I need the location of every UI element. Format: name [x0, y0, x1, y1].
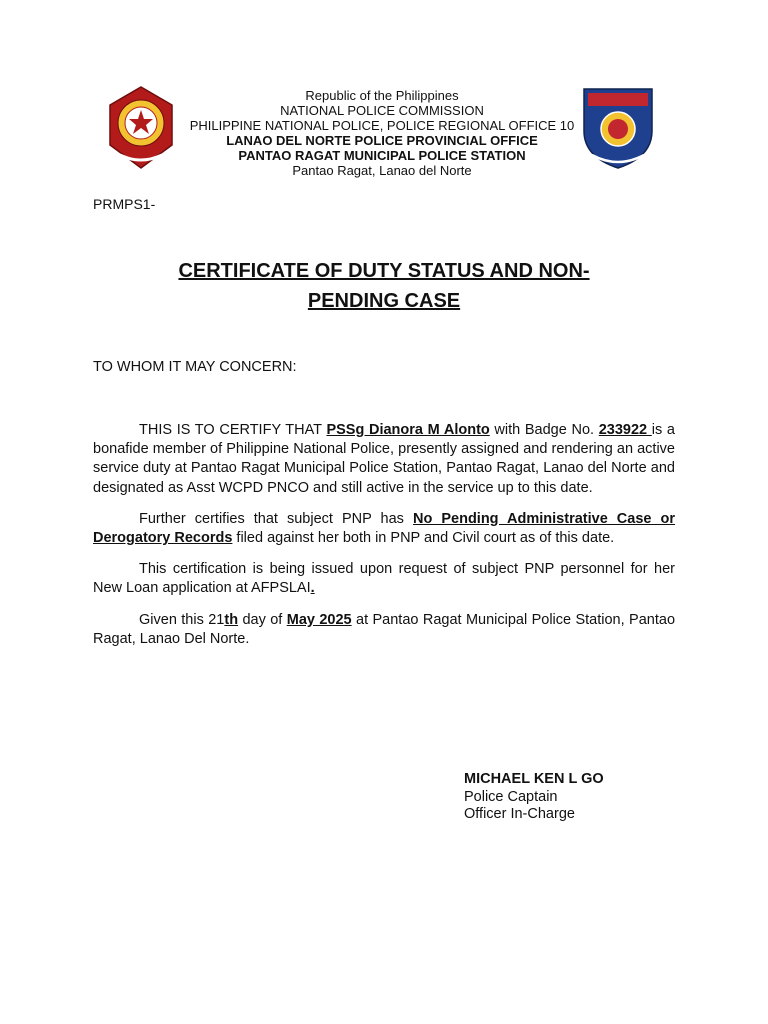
p1-mid: with Badge No. [489, 422, 599, 438]
salutation: TO WHOM IT MAY CONCERN: [93, 359, 297, 375]
header-napolcom: NATIONAL POLICE COMMISSION [280, 103, 484, 118]
paragraph-certification [93, 421, 675, 498]
reference-number: PRMPS1- [93, 196, 156, 212]
header-station: PANTAO RAGAT MUNICIPAL POLICE STATION [238, 148, 526, 163]
p4-pre: Given this 21 [139, 611, 225, 628]
p3-end: . [310, 580, 315, 597]
badge-number: 233922 [598, 422, 652, 438]
title-line-2: PENDING CASE [307, 290, 461, 312]
p1-post: is a bonafide member of Philippine National Police, presently assigned and rendering an active service duty at Pantao Ragat Municipal Police Station, Pantao Ragat, Lanao del Norte and designated as Asst WCPD PNCO and still active in the service up to this date. [93, 422, 675, 496]
p2-post: filed against her both in PNP and Civil court as of this date. [232, 530, 615, 547]
p4-post: at Pantao Ragat Municipal Police Station, Pantao Ragat, Lanao Del Norte. [93, 611, 676, 647]
paragraph-no-pending-case [93, 510, 675, 548]
personnel-name: PSSg Dianora M Alonto [326, 422, 490, 438]
p1-pre: THIS IS TO CERTIFY THAT [139, 422, 327, 438]
document-title [93, 256, 675, 316]
day-suffix: th [224, 611, 239, 628]
header-pro10: PHILIPPINE NATIONAL POLICE, POLICE REGIONAL OFFICE 10 [189, 118, 575, 133]
station-seal-icon [578, 85, 658, 170]
header-address: Pantao Ragat, Lanao del Norte [292, 163, 472, 178]
p4-mid: day of [238, 611, 287, 628]
p2-pre: Further certifies that subject PNP has [139, 510, 413, 527]
signatory-block [464, 771, 604, 824]
signatory-rank: Police Captain [464, 788, 558, 805]
title-line-1: CERTIFICATE OF DUTY STATUS AND NON- [178, 260, 590, 282]
header-provincial-office: LANAO DEL NORTE POLICE PROVINCIAL OFFICE [226, 133, 538, 148]
certificate-body [93, 421, 675, 661]
no-pending-case-statement: No Pending Administrative Case or Derogatory Records [93, 510, 675, 547]
header-republic: Republic of the Philippines [305, 88, 459, 103]
paragraph-given [93, 611, 675, 649]
given-month-year: May 2025 [286, 611, 352, 628]
paragraph-purpose [93, 560, 675, 598]
letterhead [160, 88, 604, 178]
p3-text: This certification is being issued upon request of subject PNP personnel for her New Loan application at AFPSLAI [93, 561, 675, 597]
signatory-position: Officer In-Charge [464, 806, 575, 822]
signatory-name: MICHAEL KEN L GO [464, 771, 604, 787]
